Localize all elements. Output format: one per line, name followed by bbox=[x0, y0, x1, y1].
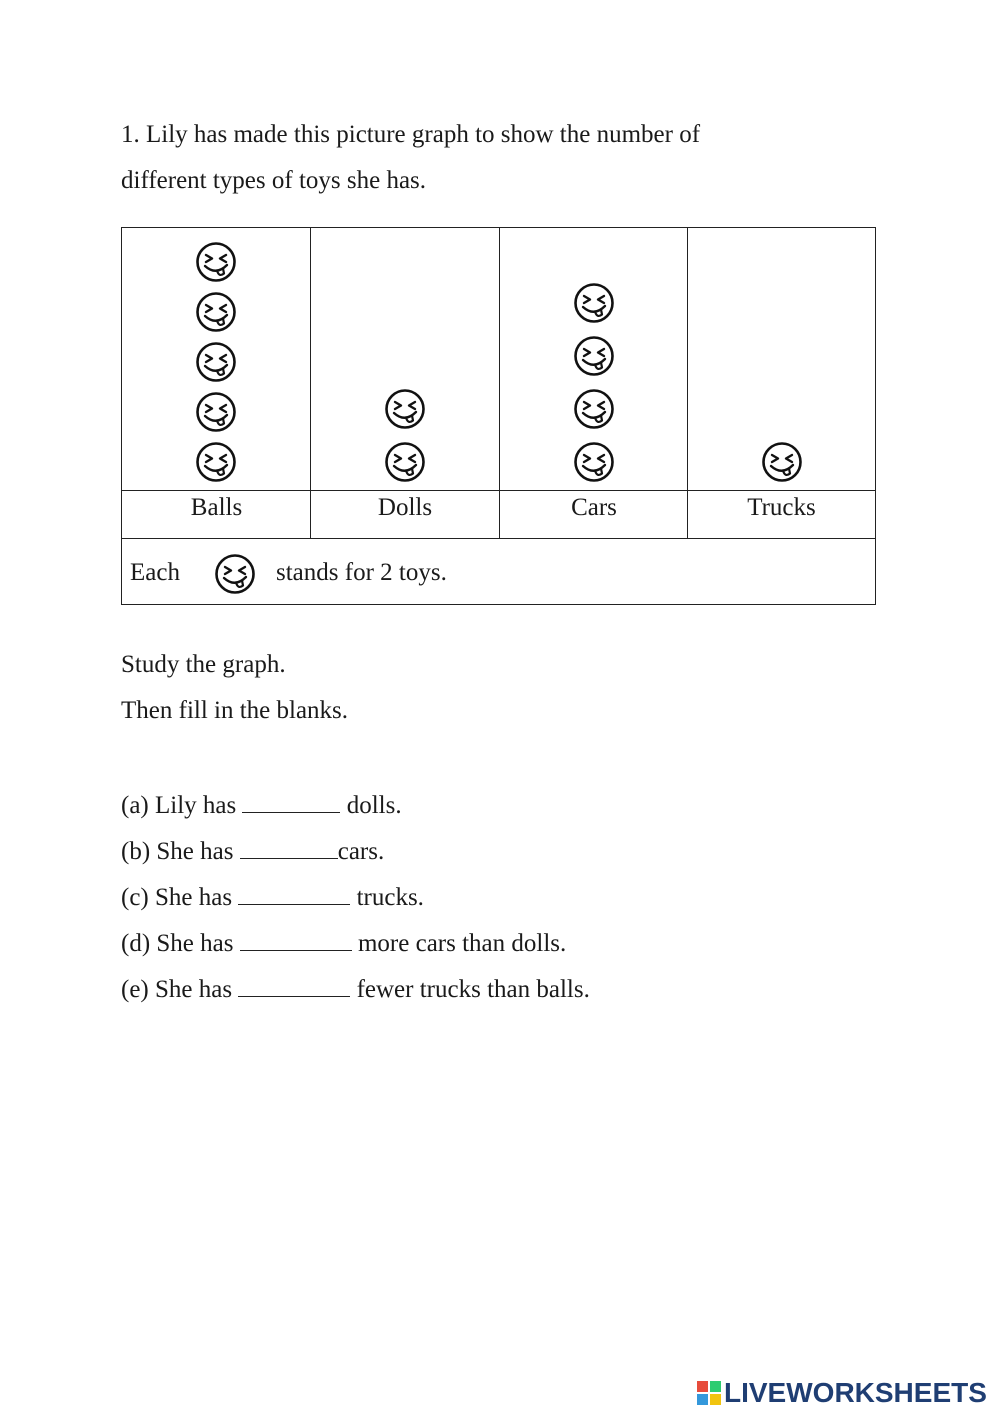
answer-blank[interactable] bbox=[240, 928, 352, 951]
smiley-face-icon bbox=[195, 391, 237, 433]
column-cars bbox=[499, 228, 688, 538]
smiley-face-icon bbox=[195, 291, 237, 333]
symbol-area-dolls bbox=[311, 228, 499, 490]
blank-question-d bbox=[121, 928, 566, 958]
key-stands-for-text: stands for 2 toys. bbox=[276, 559, 447, 586]
column-dolls bbox=[310, 228, 499, 538]
blank-question-e bbox=[121, 974, 590, 1004]
symbol-area-balls bbox=[122, 228, 311, 490]
symbol-area-cars bbox=[500, 228, 688, 490]
symbol-area-trucks bbox=[688, 228, 875, 490]
smiley-face-icon bbox=[573, 335, 615, 377]
liveworksheets-logo-icon bbox=[697, 1381, 721, 1405]
smiley-face-icon bbox=[761, 441, 803, 483]
question-prefix: (a) Lily has bbox=[121, 792, 243, 819]
question-suffix: more cars than dolls. bbox=[351, 930, 567, 957]
answer-blank[interactable] bbox=[238, 974, 350, 997]
category-label: Trucks bbox=[688, 490, 875, 539]
question-line-2: different types of toys she has. bbox=[121, 167, 427, 194]
smiley-face-icon bbox=[573, 388, 615, 430]
column-balls bbox=[122, 228, 311, 538]
liveworksheets-brand[interactable] bbox=[697, 1378, 987, 1408]
smiley-face-icon bbox=[195, 341, 237, 383]
question-suffix: cars. bbox=[337, 838, 385, 865]
question-suffix: trucks. bbox=[350, 884, 424, 911]
blank-question-b bbox=[121, 836, 384, 866]
smiley-face-icon bbox=[384, 441, 426, 483]
smiley-face-icon bbox=[195, 241, 237, 283]
category-label: Dolls bbox=[311, 490, 499, 539]
answer-blank[interactable] bbox=[240, 836, 338, 859]
category-label: Cars bbox=[500, 490, 688, 539]
smiley-face-icon bbox=[384, 388, 426, 430]
smiley-face-icon bbox=[573, 441, 615, 483]
smiley-face-icon bbox=[573, 282, 615, 324]
question-prefix: (d) She has bbox=[121, 930, 240, 957]
instruction-fill: Then fill in the blanks. bbox=[121, 697, 349, 724]
column-trucks bbox=[687, 228, 875, 538]
category-label: Balls bbox=[122, 490, 311, 539]
question-prefix: (c) She has bbox=[121, 884, 239, 911]
question-prefix: (b) She has bbox=[121, 838, 240, 865]
blank-question-a bbox=[121, 790, 402, 820]
smiley-face-icon bbox=[195, 441, 237, 483]
answer-blank[interactable] bbox=[238, 882, 350, 905]
instruction-study: Study the graph. bbox=[121, 651, 286, 678]
smiley-face-icon bbox=[214, 553, 256, 595]
blank-question-c bbox=[121, 882, 424, 912]
question-line-1: 1. Lily has made this picture graph to show the number of bbox=[121, 121, 701, 148]
question-suffix: fewer trucks than balls. bbox=[350, 976, 590, 1003]
question-prefix: (e) She has bbox=[121, 976, 239, 1003]
brand-name: LIVEWORKSHEETS bbox=[724, 1377, 987, 1408]
answer-blank[interactable] bbox=[242, 790, 340, 813]
question-suffix: dolls. bbox=[340, 792, 402, 819]
graph-key bbox=[122, 538, 875, 606]
picture-graph bbox=[121, 227, 876, 605]
key-each-text: Each bbox=[130, 559, 180, 586]
